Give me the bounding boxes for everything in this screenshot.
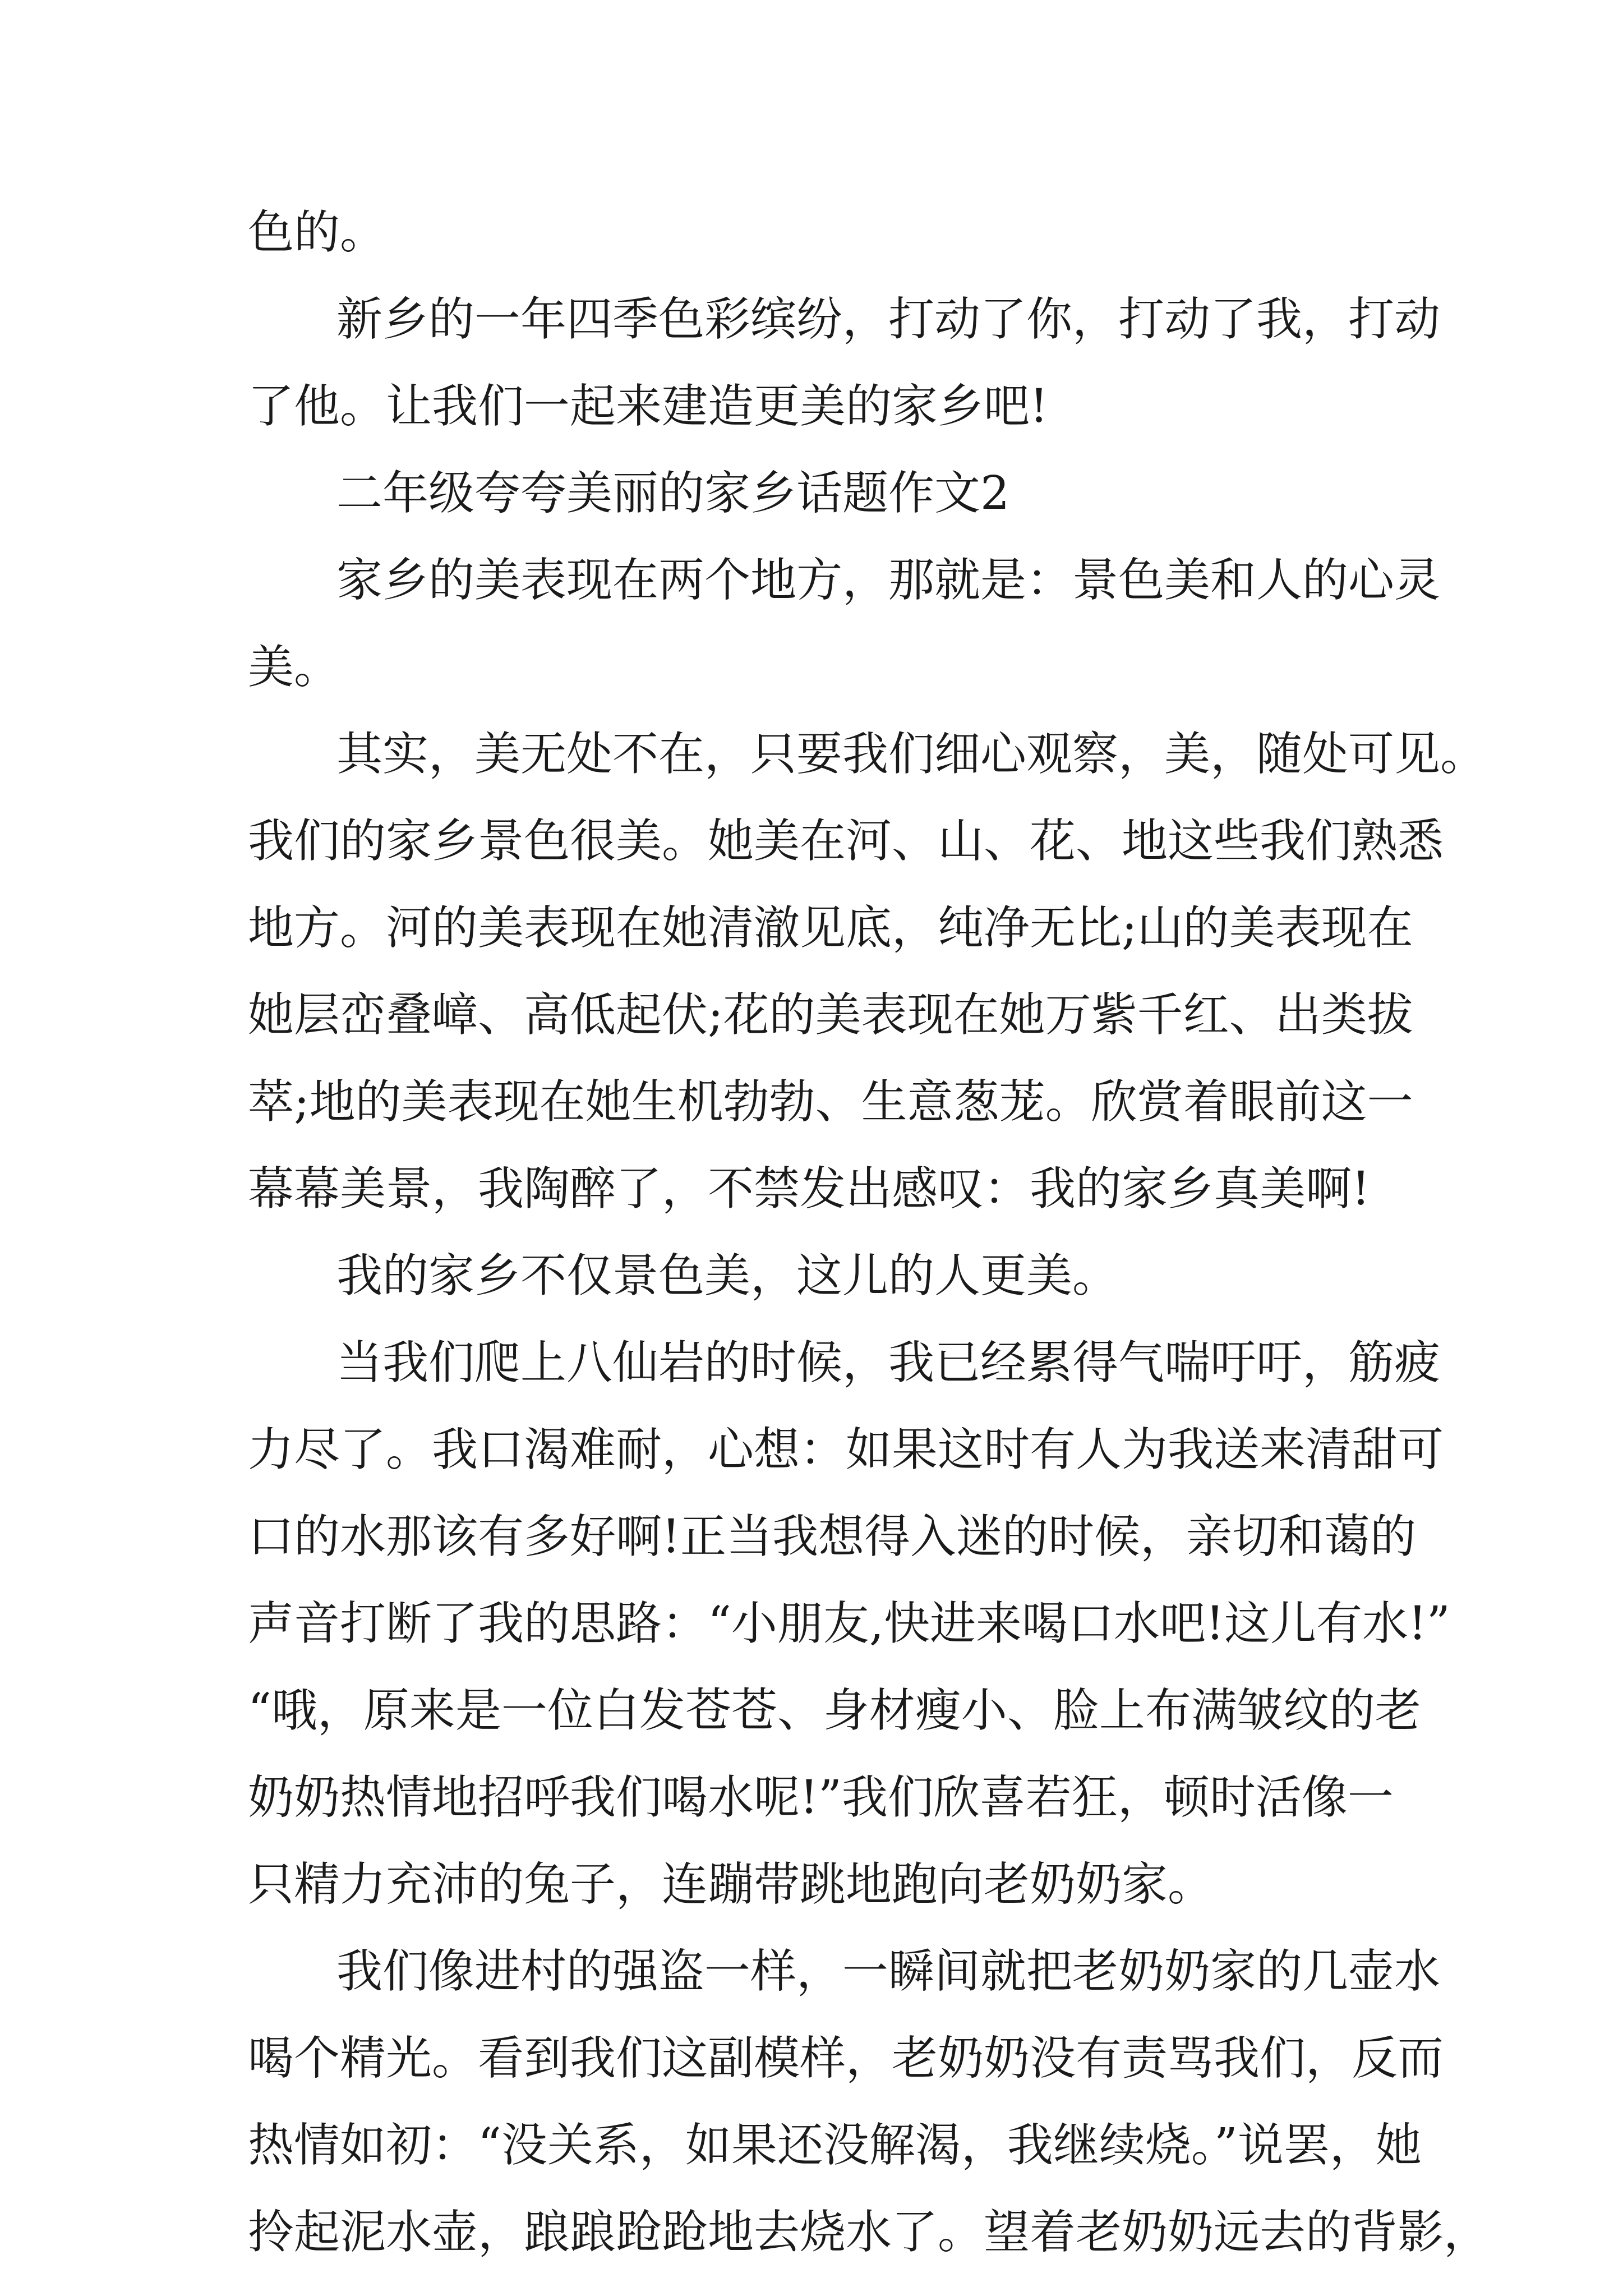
- text-line: 新乡的一年四季色彩缤纷，打动了你，打动了我，打动: [336, 293, 1441, 346]
- text-line: 奶奶热情地招呼我们喝水呢!”我们欣喜若狂，顿时活像一: [248, 1771, 1394, 1824]
- section-heading: 二年级夸夸美丽的家乡话题作文2: [336, 467, 1010, 520]
- text-line: 只精力充沛的兔子，连蹦带跳地跑向老奶奶家。: [248, 1858, 1214, 1911]
- text-line: 当我们爬上八仙岩的时候，我已经累得气喘吁吁，筋疲: [336, 1336, 1441, 1389]
- text-line: 力尽了。我口渴难耐，心想：如果这时有人为我送来清甜可: [248, 1423, 1444, 1476]
- text-line: 美。: [248, 641, 340, 694]
- text-line: 口的水那该有多好啊!正当我想得入迷的时候，亲切和蔼的: [248, 1510, 1416, 1563]
- text-line: 她层峦叠嶂、高低起伏;花的美表现在她万紫千红、出类拔: [248, 988, 1413, 1042]
- text-line: 声音打断了我的思路：“小朋友,快进来喝口水吧!这儿有水!”: [248, 1597, 1450, 1650]
- text-line: 我的家乡不仅景色美，这儿的人更美。: [336, 1249, 1119, 1303]
- text-line: 其实，美无处不在，只要我们细心观察，美，随处可见。: [336, 728, 1487, 781]
- text-line: 我们的家乡景色很美。她美在河、山、花、地这些我们熟悉: [248, 815, 1444, 868]
- text-line: 家乡的美表现在两个地方，那就是：景色美和人的心灵: [336, 554, 1441, 607]
- text-line: 拎起泥水壶，踉踉跄跄地去烧水了。望着老奶奶远去的背影，: [248, 2206, 1490, 2259]
- text-line: 色的。: [248, 206, 386, 259]
- text-line: 萃;地的美表现在她生机勃勃、生意葱茏。欣赏着眼前这一: [248, 1075, 1413, 1129]
- text-line: 热情如初：“没关系，如果还没解渴，我继续烧。”说罢，她: [248, 2119, 1422, 2172]
- text-line: 我们像进村的强盗一样，一瞬间就把老奶奶家的几壶水: [336, 1945, 1441, 1998]
- text-line: 幕幕美景，我陶醉了，不禁发出感叹：我的家乡真美啊!: [248, 1162, 1370, 1216]
- text-line: “哦，原来是一位白发苍苍、身材瘦小、脸上布满皱纹的老: [248, 1684, 1421, 1737]
- text-line: 了他。让我们一起来建造更美的家乡吧!: [248, 380, 1048, 433]
- text-line: 喝个精光。看到我们这副模样，老奶奶没有责骂我们，反而: [248, 2032, 1444, 2085]
- text-line: 地方。河的美表现在她清澈见底，纯净无比;山的美表现在: [248, 901, 1413, 955]
